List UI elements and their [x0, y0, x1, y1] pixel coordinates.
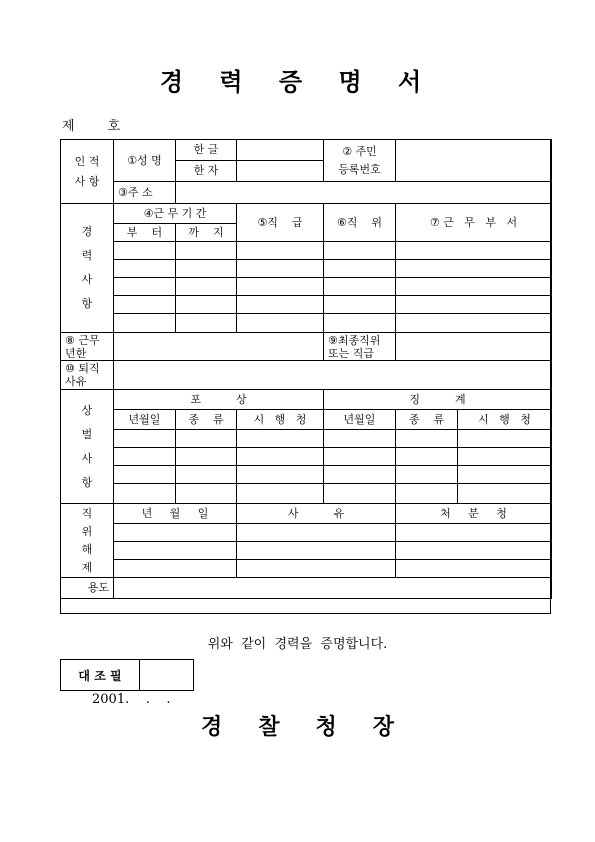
career-section-label: 경 력 사 항: [61, 204, 114, 333]
reward-type-header: 종 류: [176, 410, 237, 430]
career-row: [61, 278, 552, 296]
suspension-date-header: 년 월 일: [114, 504, 237, 524]
suspension-row: [61, 560, 552, 578]
resident-number-field[interactable]: [396, 140, 552, 182]
verification-label: 대 조 필: [61, 660, 140, 691]
discipline-type-header: 종 류: [396, 410, 458, 430]
suspension-row: [61, 524, 552, 542]
name-hanja-field[interactable]: [237, 161, 324, 182]
awards-row: [61, 484, 552, 504]
awards-section-label: 상 벌 사 항: [61, 390, 114, 504]
issuer-name: 경찰청장: [200, 715, 430, 740]
name-hangul-label: 한 글: [176, 140, 237, 161]
address-label: ③주 소: [114, 182, 176, 204]
address-field[interactable]: [176, 182, 552, 204]
work-period-label: ④근 무 기 간: [114, 204, 237, 224]
grade-label: ⑤직 급: [237, 204, 324, 242]
career-row: [61, 314, 552, 333]
document-title: 경 력 증 명 서: [159, 68, 436, 96]
discipline-date-header: 년월일: [324, 410, 396, 430]
reward-header: 포 상: [114, 390, 324, 410]
name-hangul-field[interactable]: [237, 140, 324, 161]
awards-row: [61, 430, 552, 448]
reward-agency-header: 시 행 청: [237, 410, 324, 430]
period-to-label: 까 지: [176, 224, 237, 242]
position-label: ⑥직 위: [324, 204, 396, 242]
discipline-agency-header: 시 행 청: [458, 410, 552, 430]
resident-number-label: ② 주민 등록번호: [324, 140, 396, 182]
department-label: ⑦ 근 무 부 서: [396, 204, 552, 242]
personal-section-label: 인 적 사 항: [61, 140, 114, 204]
purpose-field[interactable]: [114, 578, 552, 599]
suspension-section-label: 직 위 해 제: [61, 504, 114, 578]
purpose-label: 용도: [61, 578, 114, 599]
confirmation-statement: 위와 같이 경력을 증명합니다.: [207, 637, 388, 652]
suspension-agency-header: 처 분 청: [396, 504, 552, 524]
verification-box: [60, 659, 194, 691]
retirement-reason-field[interactable]: [114, 361, 552, 390]
name-label: ①성 명: [114, 140, 176, 182]
document-number-label: 제 호: [62, 119, 121, 134]
career-row: [61, 260, 552, 278]
issue-date: 2001. . .: [92, 692, 171, 707]
total-years-label: ⑧ 근무 년한: [61, 333, 114, 361]
suspension-reason-header: 사 유: [237, 504, 396, 524]
career-row: [61, 296, 552, 314]
verification-stamp-field[interactable]: [140, 660, 194, 691]
suspension-row: [61, 542, 552, 560]
name-hanja-label: 한 자: [176, 161, 237, 182]
period-from-label: 부 터: [114, 224, 176, 242]
total-years-field[interactable]: [114, 333, 324, 361]
career-row: [61, 242, 552, 260]
final-grade-label: ⑨최종직위 또는 직급: [324, 333, 396, 361]
certificate-form-table: [60, 139, 552, 599]
awards-row: [61, 466, 552, 484]
discipline-header: 징 계: [324, 390, 552, 410]
reward-date-header: 년월일: [114, 410, 176, 430]
retirement-reason-label: ⑩ 퇴직 사유: [61, 361, 114, 390]
awards-row: [61, 448, 552, 466]
final-grade-field[interactable]: [396, 333, 552, 361]
